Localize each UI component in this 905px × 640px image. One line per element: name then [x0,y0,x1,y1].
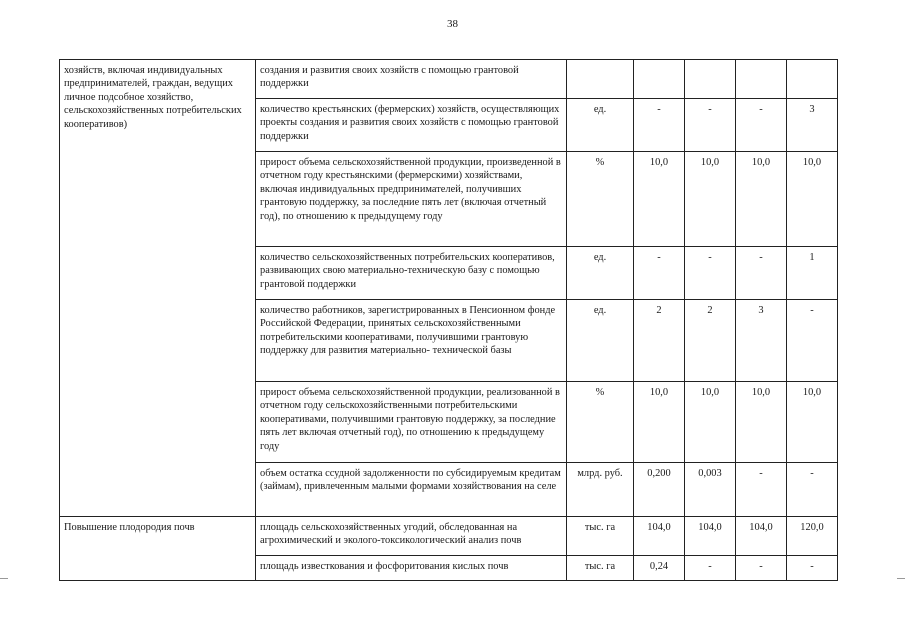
indicator-cell: количество сельскохозяйственных потребительских кооперативов, развивающих свою материально-техническую базу с помощью грантовой поддержки [256,247,567,300]
value-cell: 10,0 [634,152,685,247]
indicator-cell: прирост объема сельскохозяйственной продукции, реализованной в отчетном году сельскохозяйственными потребительскими кооперативами, получившими грантовую поддержку, за последние пять лет включая отчетный год), по отношению к предыдущему году [256,382,567,463]
value-cell: 0,24 [634,556,685,581]
value-cell: - [634,247,685,300]
unit-cell: ед. [567,99,634,152]
indicator-cell: количество работников, зарегистрированных в Пенсионном фонде Российской Федерации, принятых сельскохозяйственными потребительскими кооперативами, получившими грантовую поддержку для развития материально- технической базы [256,300,567,382]
indicator-cell: объем остатка ссудной задолженности по субсидируемым кредитам (займам), привлеченным малыми формами хозяйствования на селе [256,463,567,517]
value-cell: - [787,556,838,581]
indicator-cell: прирост объема сельскохозяйственной продукции, произведенной в отчетном году крестьянскими (фермерскими) хозяйствами, включая индивидуальных предпринимателей, получивших грантовую поддержку, за последние пять лет (включая отчетный год), по отношению к предыдущему году [256,152,567,247]
margin-mark [0,578,8,579]
indicator-cell: создания и развития своих хозяйств с помощью грантовой поддержки [256,60,567,99]
value-cell: 3 [736,300,787,382]
table-row [60,60,838,99]
value-cell: 10,0 [685,152,736,247]
value-cell: - [685,99,736,152]
unit-cell: % [567,382,634,463]
value-cell: - [736,247,787,300]
value-cell: - [736,556,787,581]
unit-cell: % [567,152,634,247]
indicator-cell: количество крестьянских (фермерских) хозяйств, осуществляющих проекты создания и развития своих хозяйств с помощью грантовой поддержки [256,99,567,152]
value-cell: 10,0 [787,152,838,247]
unit-cell: млрд. руб. [567,463,634,517]
unit-cell: тыс. га [567,556,634,581]
value-cell: 10,0 [685,382,736,463]
indicator-cell: площадь известкования и фосфоритования кислых почв [256,556,567,581]
value-cell: - [736,463,787,517]
value-cell: - [787,300,838,382]
value-cell: 0,200 [634,463,685,517]
page-number: 38 [447,18,458,30]
value-cell: 10,0 [736,382,787,463]
value-cell: - [787,463,838,517]
unit-cell: ед. [567,300,634,382]
value-cell: 1 [787,247,838,300]
value-cell [787,60,838,99]
value-cell: 104,0 [634,517,685,556]
value-cell: 10,0 [787,382,838,463]
value-cell: - [634,99,685,152]
value-cell: 0,003 [685,463,736,517]
value-cell: 120,0 [787,517,838,556]
value-cell: 104,0 [736,517,787,556]
value-cell [634,60,685,99]
value-cell: - [685,556,736,581]
value-cell: - [736,99,787,152]
unit-cell: ед. [567,247,634,300]
value-cell [736,60,787,99]
value-cell: 10,0 [736,152,787,247]
value-cell: 2 [685,300,736,382]
margin-mark [897,578,905,579]
indicator-cell: площадь сельскохозяйственных угодий, обследованная на агрохимический и эколого-токсикологический анализ почв [256,517,567,556]
value-cell: 3 [787,99,838,152]
unit-cell [567,60,634,99]
group-cell: Повышение плодородия почв [60,517,256,581]
value-cell: 2 [634,300,685,382]
value-cell: 10,0 [634,382,685,463]
group-cell: хозяйств, включая индивидуальных предпринимателей, граждан, ведущих личное подсобное хозяйство, сельскохозяйственных потребительских кооперативов) [60,60,256,517]
unit-cell: тыс. га [567,517,634,556]
table-row [60,517,838,556]
value-cell: - [685,247,736,300]
indicators-table [59,59,838,581]
value-cell: 104,0 [685,517,736,556]
value-cell [685,60,736,99]
